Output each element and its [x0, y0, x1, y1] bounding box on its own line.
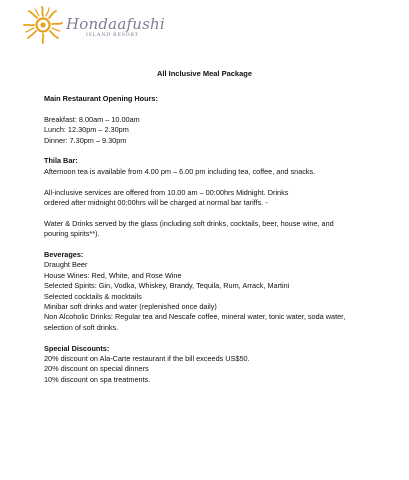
sun-logo-icon	[22, 6, 64, 44]
logo-wordmark	[66, 12, 165, 39]
beverage-item: Selected Spirits: Gin, Vodka, Whiskey, Brandy, Tequila, Rum, Arrack, Martini	[44, 281, 290, 291]
document-body	[44, 94, 374, 385]
main-restaurant-heading: Main Restaurant Opening Hours:	[44, 94, 158, 103]
discount-item: 20% discount on Ala-Carte restaurant if the bill exceeds US$50.	[44, 354, 250, 364]
breakfast-hours: Breakfast: 8.00am – 10.00am	[44, 114, 140, 124]
services-text-line-2: ordered after midnight 00:00hrs will be charged at normal bar tariffs. -	[44, 198, 268, 208]
logo-tagline: ISLAND RESORT	[86, 31, 139, 38]
beverage-item: House Wines: Red, White, and Rose Wine	[44, 270, 182, 280]
beverage-item: Selected cocktails & mocktails	[44, 291, 142, 301]
resort-logo	[22, 6, 165, 44]
dinner-hours: Dinner: 7.30pm – 9.30pm	[44, 135, 127, 145]
beverage-item: Non Alcoholic Drinks: Regular tea and Nescafe coffee, mineral water, tonic water, soda water,	[44, 312, 346, 322]
beverage-item: Minibar soft drinks and water (replenished once daily)	[44, 302, 217, 312]
discount-item: 20% discount on special dinners	[44, 364, 149, 374]
services-text-line-1: All-inclusive services are offered from 10.00 am – 00:00hrs Midnight. Drinks	[44, 187, 289, 197]
special-discounts-heading: Special Discounts:	[44, 343, 110, 353]
discount-item: 10% discount on spa treatments.	[44, 374, 151, 384]
beverages-heading: Beverages:	[44, 250, 84, 260]
document-title: All Inclusive Meal Package	[156, 69, 253, 78]
glass-drinks-line-1: Water & Drinks served by the glass (including soft drinks, cocktails, beer, house wine, and	[44, 218, 334, 228]
beverage-item: Draught Beer	[44, 260, 88, 270]
lunch-hours: Lunch: 12.30pm – 2.30pm	[44, 125, 129, 135]
afternoon-tea-text: Afternoon tea is available from 4.00 pm – 6.00 pm including tea, coffee, and snacks.	[44, 166, 316, 176]
glass-drinks-line-2: pouring spirits**).	[44, 229, 100, 239]
logo-name: Hondaafushi	[66, 14, 165, 33]
beverage-item: selection of soft drinks.	[44, 322, 119, 332]
thila-bar-heading: Thila Bar:	[44, 156, 78, 166]
